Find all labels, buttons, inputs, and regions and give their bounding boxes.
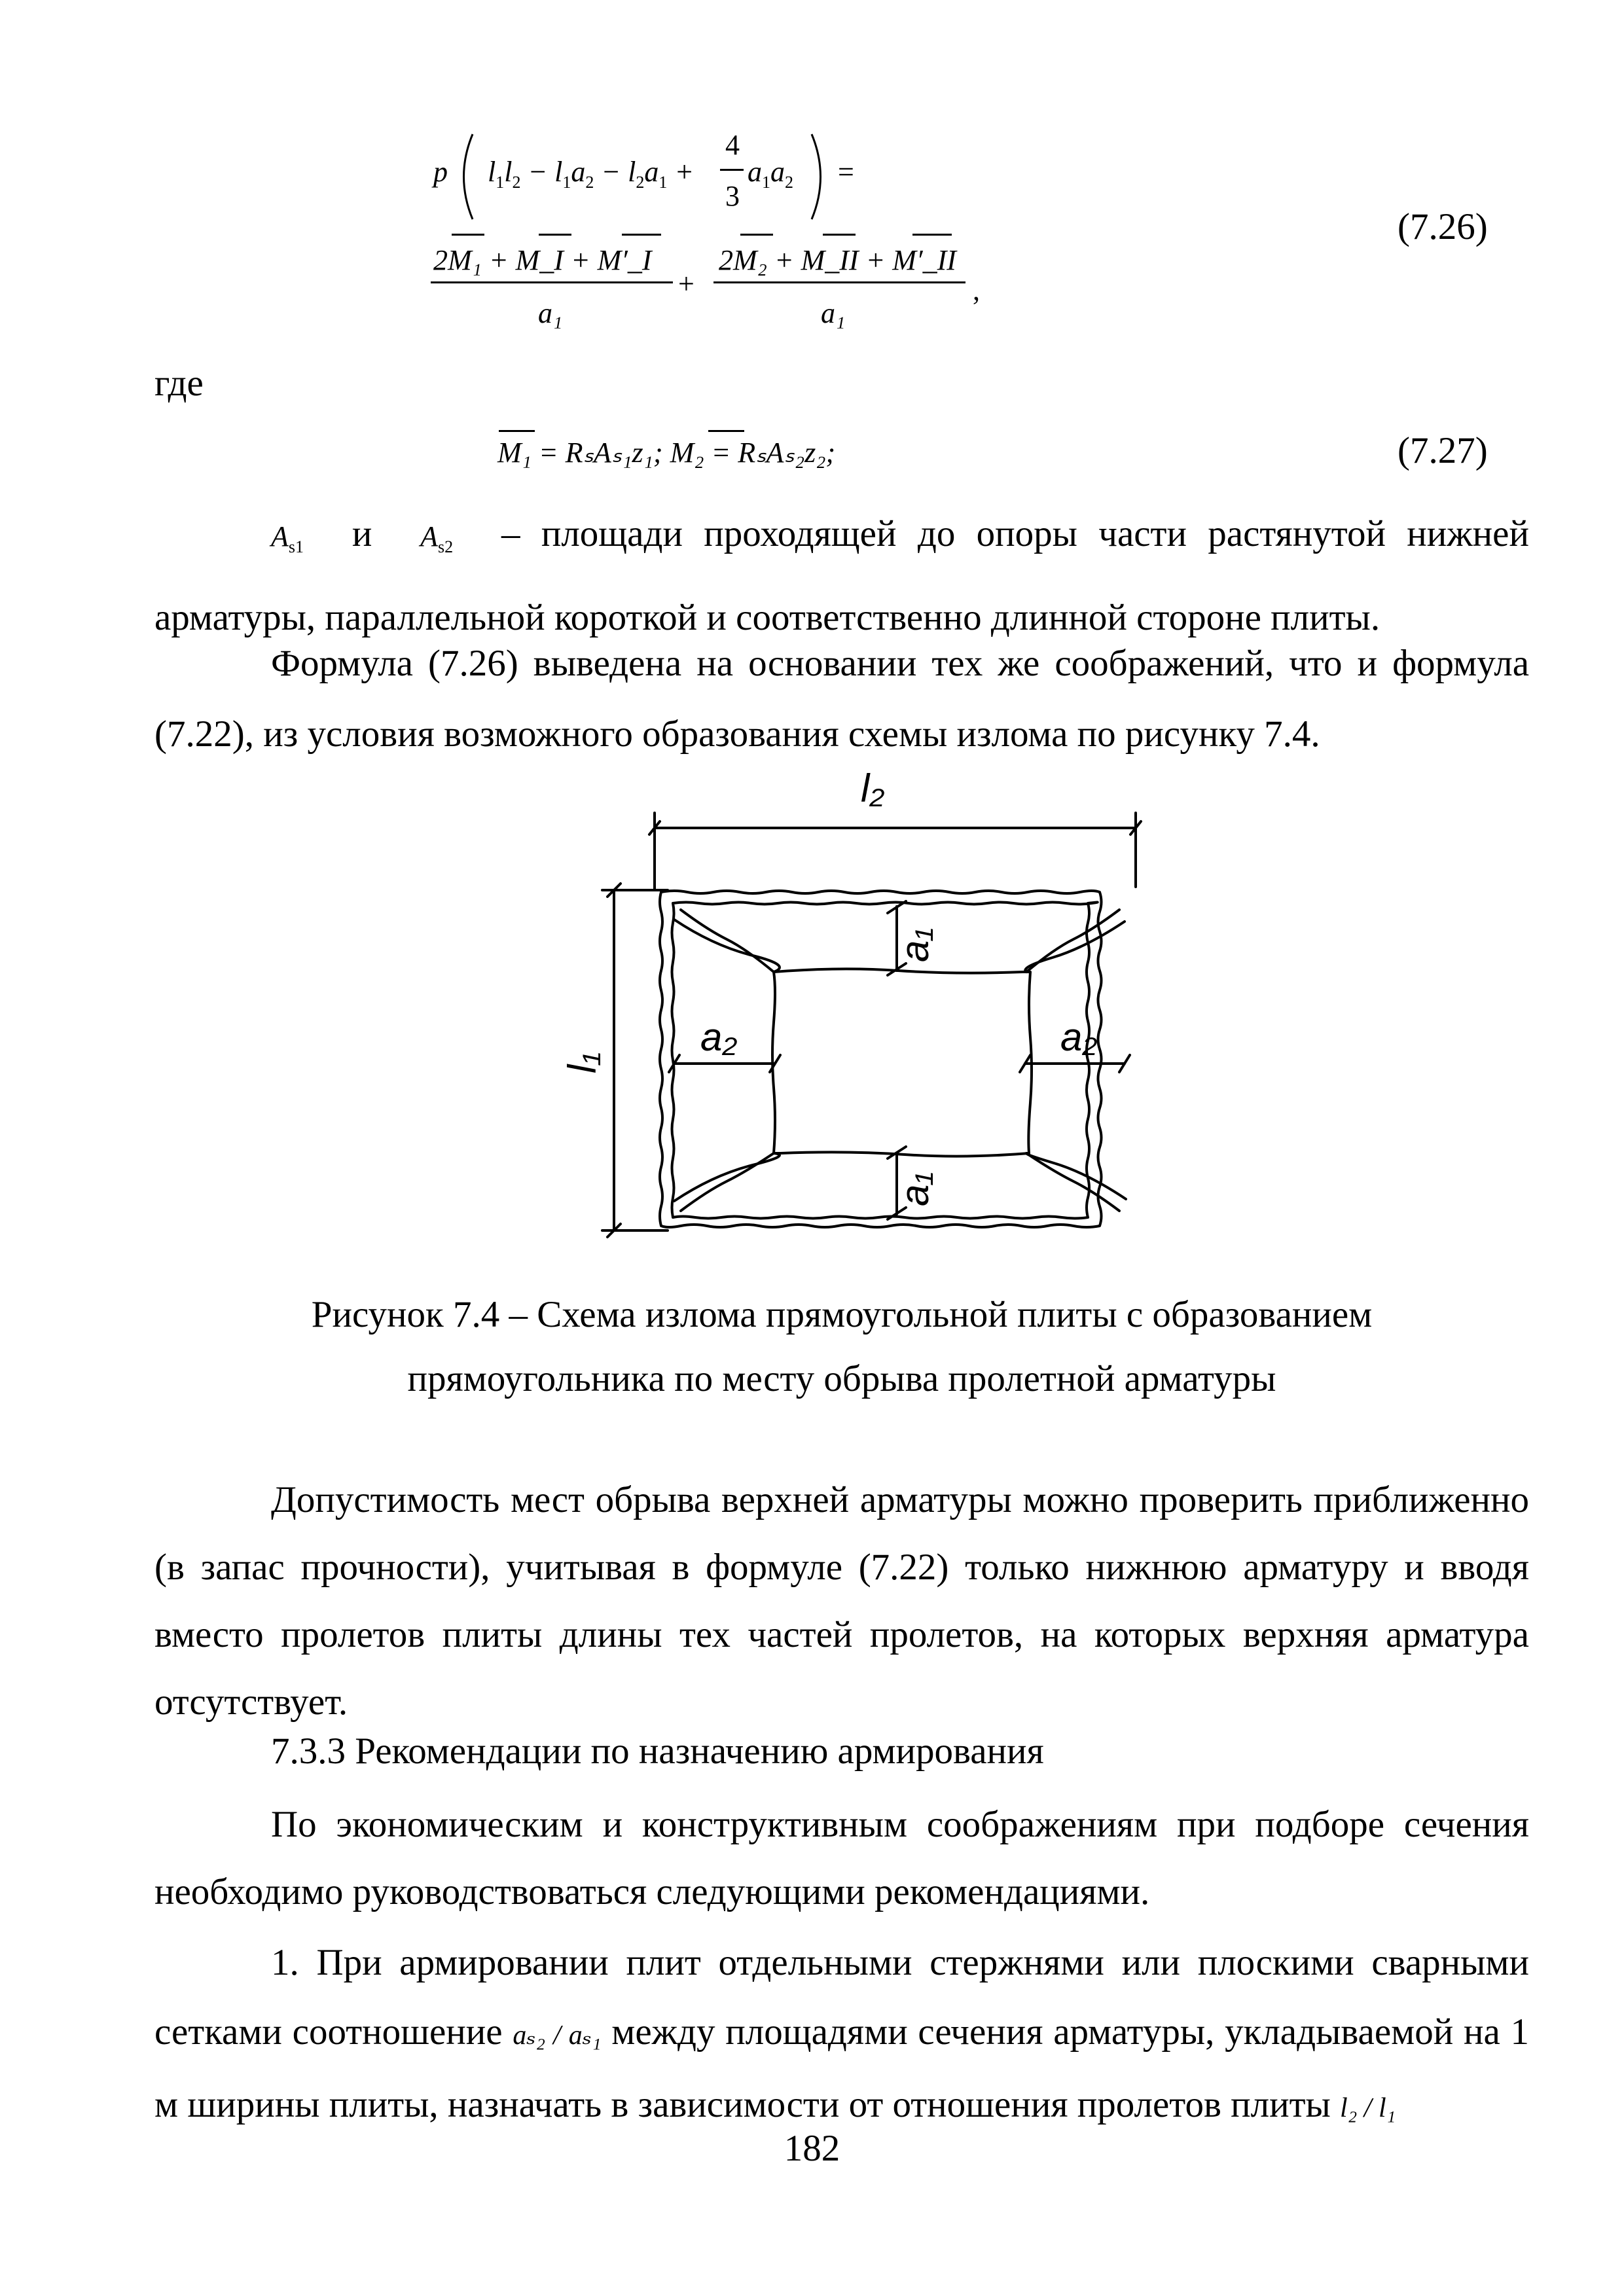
figure-caption-line1: Рисунок 7.4 – Схема излома прямоугольной плиты с образованием [311, 1294, 1373, 1335]
label-a2-left: a₂ [700, 1015, 738, 1059]
formula-equals: = [838, 156, 854, 188]
figure-caption-line2: прямоугольника по месту обрыва пролетной арматуры [407, 1358, 1276, 1399]
denominator-left: a₁ [538, 297, 563, 329]
ratio-as2-as1: aₛ₂ / aₛ₁ [513, 2020, 602, 2051]
denominator-right: a₁ [821, 297, 846, 329]
fraction-bar-right [713, 281, 965, 283]
central-rectangle [772, 969, 1032, 1156]
label-l2: l₂ [861, 766, 885, 810]
plus-sign: + [678, 268, 695, 300]
fraction-bar-left [431, 281, 673, 283]
fracture-diag-br [1026, 1153, 1119, 1211]
frac-4-3-num: 4 [725, 129, 740, 161]
formula-line1-terms: $l_1l_2 - l_1a_2 - l_2a_1$ + [488, 156, 695, 192]
paragraph-as-line2: арматуры, параллельной короткой и соответственно длинной стороне плиты. [154, 597, 1380, 638]
numerator-left: 2M₁ + M_I + M′_I [433, 244, 652, 276]
page-number: 182 [784, 2128, 840, 2169]
slab-fracture-diagram [560, 766, 1165, 1270]
figure-caption [154, 1283, 1529, 1411]
formula-p: p [433, 156, 448, 188]
left-paren [452, 131, 478, 223]
right-paren [806, 131, 833, 223]
paragraph-item-1: 1. При армировании плит отдельными стержнями или плоскими сварными сетками соотношение aₛ₂ / aₛ₁ между площадями сечения арматуры, укладываемой на 1 м ширины плиты, назначать в зависимости от отношения пролетов плиты l₂ / l₁ [154, 1942, 1529, 2125]
frac-4-3-den: 3 [725, 180, 740, 212]
frac-bar [720, 169, 744, 171]
formula-a1a2: $a_1a_2$ [748, 156, 793, 192]
slab-outer-edge [660, 891, 1102, 1227]
where-word: где [154, 363, 204, 404]
label-a2-right: a₂ [1060, 1015, 1098, 1059]
paragraph-allowability: Допустимость мест обрыва верхней арматуры можно проверить приближенно (в запас прочности), учитывая в формуле (7.22) только нижнюю арматуру и вводя вместо пролетов плиты длины тех частей пролетов, на которых верхняя арматура отсутствует. [154, 1479, 1529, 1723]
paragraph-as-definition: $A_{s1}$ и $A_{s2}$ – площади проходящей до опоры части растянутой нижней арматуры, параллельной короткой и соответственно длинной стороне плиты. [154, 499, 1529, 653]
paragraph-formula-derivation: Формула (7.26) выведена на основании тех же соображений, что и формула (7.22), из условия возможного образования схемы излома по рисунку 7.4. [154, 643, 1529, 755]
comma: , [973, 274, 980, 306]
label-a1-bottom: a₁ [893, 1172, 937, 1206]
label-l1: l₁ [560, 1052, 604, 1073]
label-a1-top: a₁ [893, 927, 937, 962]
paragraph-economy: По экономическим и конструктивным соображениям при подборе сечения необходимо руководствоваться следующими рекомендациями. [154, 1804, 1529, 1912]
numerator-right: 2M₂ + M_II + M′_II [719, 244, 956, 276]
section-heading-7-3-3: 7.3.3 Рекомендации по назначению армирования [271, 1731, 1044, 1772]
formula-7-27-text: M₁ = RₛAₛ₁z₁; M₂ = RₛAₛ₂z₂; [497, 437, 836, 469]
equation-number-7-26: (7.26) [1398, 206, 1488, 247]
figure-7-4 [560, 766, 1165, 1273]
ratio-l2-l1: l₂ / l₁ [1340, 2093, 1396, 2123]
equation-number-7-27: (7.27) [1398, 430, 1488, 471]
fracture-diag-tl [681, 910, 774, 972]
